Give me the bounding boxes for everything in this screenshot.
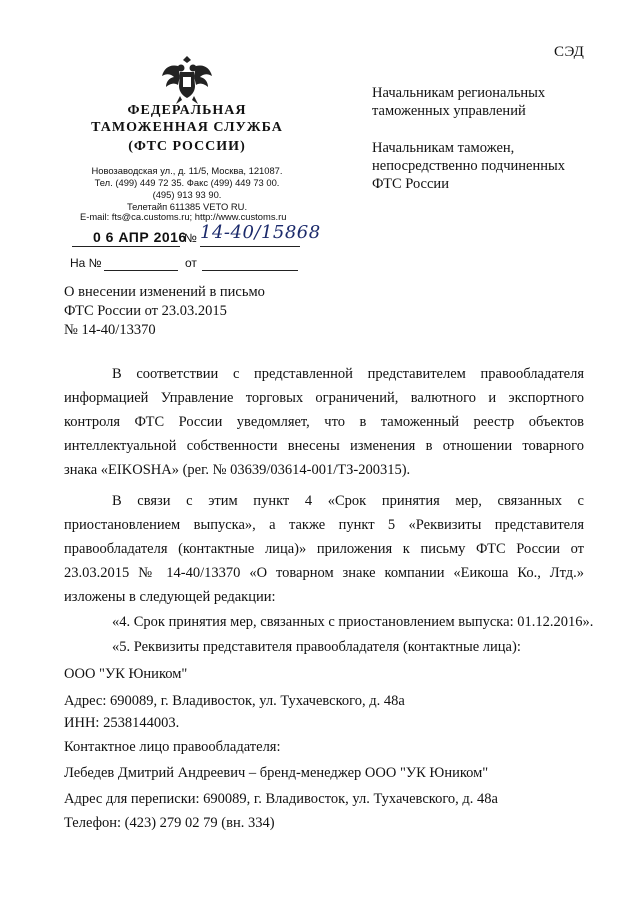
recipient-line1: Начальникам региональных [372, 85, 546, 101]
date-stamp: 0 6 АПР 2016 [93, 229, 187, 245]
recipient-line2: таможенных управлений [372, 103, 526, 119]
phone-line: (495) 913 93 90. [152, 189, 222, 200]
ot-label: от [185, 256, 197, 270]
contact-phone: Телефон: (423) 279 02 79 (вн. 334) [64, 815, 275, 831]
phone-fax-line: Тел. (499) 449 72 35. Факс (499) 449 73 00. [94, 177, 280, 188]
org-name-line1: ФЕДЕРАЛЬНАЯ [127, 103, 247, 118]
contact-person: Лебедев Дмитрий Андреевич – бренд-менеджер ООО "УК Юником" [64, 765, 489, 781]
contact-label: Контактное лицо правообладателя: [64, 739, 281, 755]
company-name: ООО "УК Юником" [64, 666, 188, 682]
recipient-line5: ФТС России [372, 176, 449, 192]
paragraph2-line: 23.03.2015 № 14-40/13370 «О товарном знаке компании «Еикоша Ко., Лтд.» [64, 565, 584, 581]
number-underline [200, 246, 300, 247]
company-inn: ИНН: 2538144003. [64, 715, 180, 731]
paragraph1-line: информацией Управление торговых ограничений, валютного и экспортного [64, 390, 584, 406]
paragraph1-line: контроля ФТС России уведомляет, что в таможенный реестр объектов [64, 414, 584, 430]
mail-address: Адрес для переписки: 690089, г. Владивосток, ул. Тухачевского, д. 48а [64, 791, 498, 807]
org-name-line3: (ФТС РОССИИ) [128, 139, 246, 154]
paragraph1-line: В соответствии с представленной представителем правообладателя [112, 366, 584, 382]
handwritten-reg-number: 14-40/15868 [200, 222, 321, 243]
ot-underline [202, 270, 298, 271]
subject-line3: № 14-40/13370 [64, 322, 156, 338]
recipient-line4: непосредственно подчиненных [372, 158, 565, 174]
paragraph2-line: правообладателя (контактные лица)» приложения к письму ФТС России от [64, 541, 584, 557]
subject-line1: О внесении изменений в письмо [64, 284, 265, 300]
paragraph2-line: В связи с этим пункт 4 «Срок принятия мер, связанных с [112, 493, 584, 509]
paragraph1-line: интеллектуальной собственности внесены изменения в отношении товарного [64, 438, 584, 454]
item4-line: «4. Срок принятия мер, связанных с приостановлением выпуска: 01.12.2016». [112, 614, 594, 630]
org-name-line2: ТАМОЖЕННАЯ СЛУЖБА [91, 120, 283, 135]
teletype-line: Телетайп 611385 VETO RU. [126, 201, 248, 212]
sed-mark: СЭД [554, 44, 585, 60]
subject-line2: ФТС России от 23.03.2015 [64, 303, 227, 319]
paragraph2-line: приостановлением выпуска», а также пункт 5 «Реквизиты представителя [64, 517, 584, 533]
item5-line: «5. Реквизиты представителя правообладателя (контактные лица): [112, 639, 521, 655]
email-line: E-mail: fts@ca.customs.ru; http://www.customs.ru [80, 211, 287, 222]
na-label: На № [70, 256, 102, 270]
na-underline [104, 270, 178, 271]
paragraph1-line: знака «EIKOSHA» (рег. № 03639/03614-001/ТЗ-200315). [64, 462, 411, 478]
coat-of-arms-icon [158, 50, 216, 108]
company-address: Адрес: 690089, г. Владивосток, ул. Тухачевского, д. 48а [64, 693, 405, 709]
paragraph2-line: изложены в следующей редакции: [64, 589, 276, 605]
number-label: № [184, 231, 197, 245]
recipient-line3: Начальникам таможен, [372, 140, 515, 156]
address-line: Новозаводская ул., д. 11/5, Москва, 121087. [91, 165, 283, 176]
date-underline [72, 246, 180, 247]
